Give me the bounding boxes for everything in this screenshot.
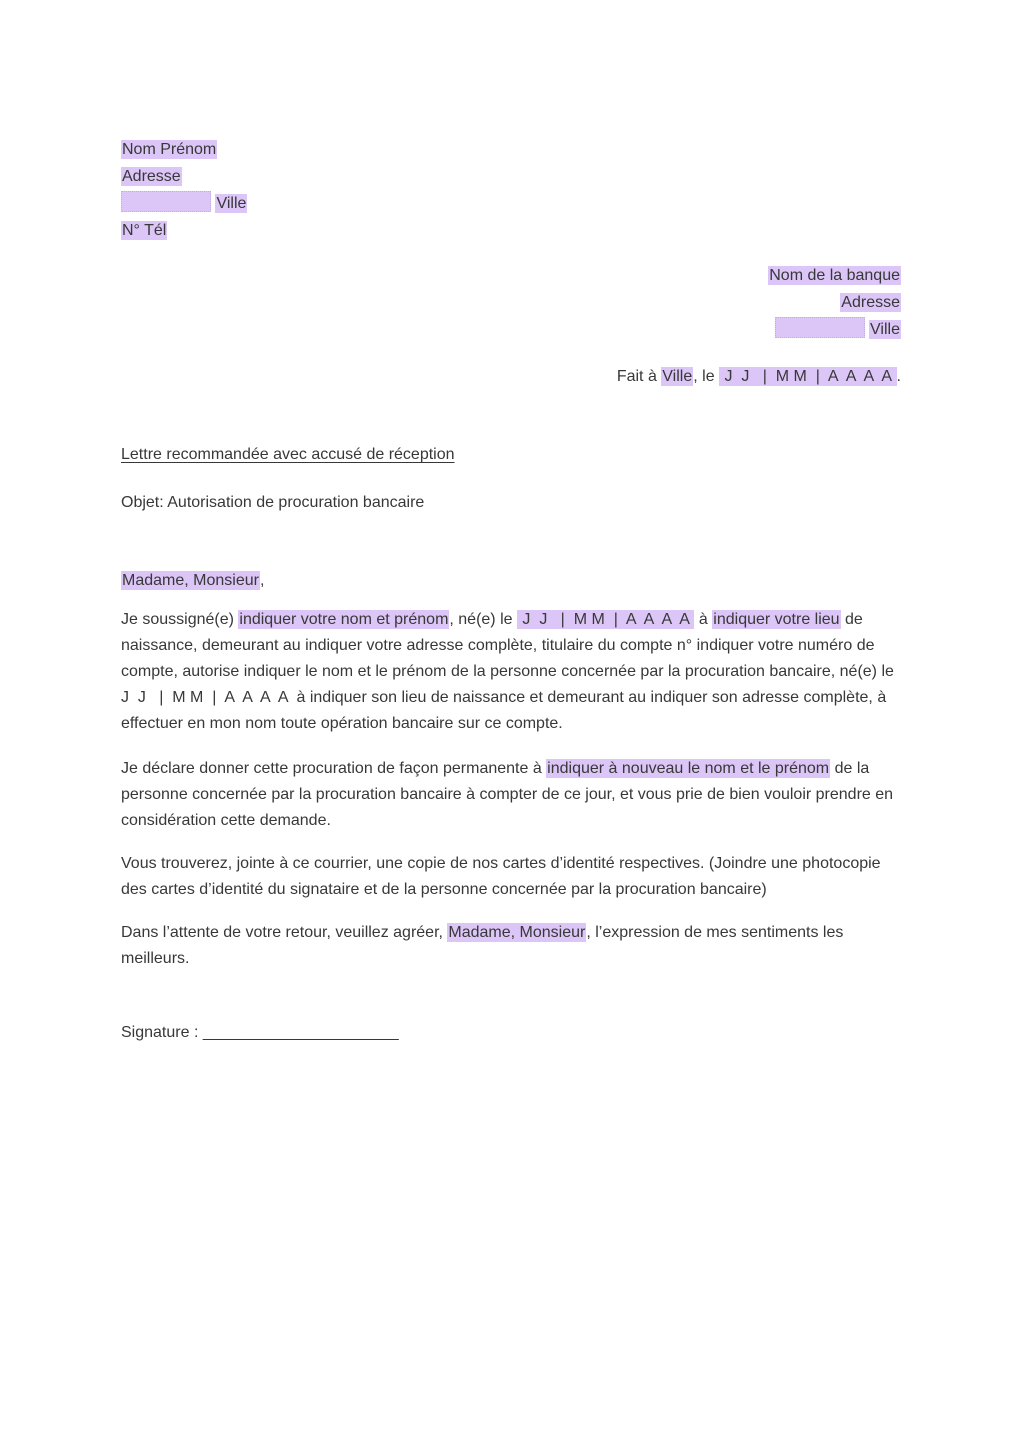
placeholder-highlight: Nom Prénom — [122, 141, 217, 158]
text-segment: Dans l’attente de votre retour, veuillez agréer, — [121, 924, 448, 941]
text-segment: Vous trouverez, jointe à ce courrier, une copie de nos cartes d’identité respectives. (Joindre une photocopie des cartes d’identité du signataire et de la personne concernée par la procuration bancaire) — [121, 855, 886, 898]
placeholder-highlight: Madame, Monsieur — [448, 924, 586, 941]
sender-address-line — [121, 163, 901, 190]
placeholder-highlight: Ville — [216, 195, 247, 212]
blank-field-highlight — [775, 317, 865, 338]
placeholder-highlight: J J | M M | A A A A — [517, 611, 694, 628]
placeholder-highlight: indiquer à nouveau le nom et le prénom — [547, 760, 830, 777]
placeholder-highlight: N° Tél — [122, 222, 167, 239]
placeholder-highlight: Adresse — [122, 168, 181, 185]
text-segment: . — [896, 368, 901, 385]
placeholder-highlight: Ville — [662, 368, 693, 385]
paragraph-declaration — [121, 756, 901, 834]
placeholder-highlight: Nom de la banque — [769, 267, 900, 284]
text-segment: Fait à — [616, 368, 662, 385]
placeholder-highlight: indiquer votre lieu — [713, 611, 840, 628]
salutation-line — [121, 568, 901, 594]
placeholder-highlight: Madame, Monsieur — [122, 572, 259, 589]
text-segment: à — [694, 611, 713, 628]
recipient-address-line — [121, 289, 901, 316]
text-segment: , l’expression de mes sentiments les meilleurs. — [121, 924, 848, 967]
registered-mail-heading: Lettre recommandée avec accusé de réception — [121, 446, 455, 463]
blank-field-highlight — [121, 191, 211, 212]
text-segment: de la personne concernée par la procuration bancaire à compter de ce jour, et vous prie de bien vouloir prendre en considération cette demande. — [121, 760, 898, 829]
sender-postal-city-line — [121, 190, 901, 217]
placeholder-highlight: indiquer votre nom et prénom — [239, 611, 449, 628]
paragraph-attachments — [121, 851, 901, 903]
signature-line: Signature : ______________________ — [121, 1024, 399, 1041]
text-segment: de naissance, demeurant au indiquer votre adresse complète, titulaire du compte n° indiquer votre numéro de compte, autorise indiquer le nom et le prénom de la personne concernée par la procuration bancaire, né(e) le J J | M M | A A A A à indiquer son lieu de naissance et demeurant au indiquer son adresse complète, à effectuer en mon nom toute opération bancaire sur ce compte. — [121, 611, 903, 732]
text-segment: , né(e) le — [449, 611, 517, 628]
text-segment: , le — [693, 368, 720, 385]
text-segment: Je déclare donner cette procuration de façon permanente à — [121, 760, 547, 777]
subject-line: Objet: Autorisation de procuration bancaire — [121, 494, 425, 511]
sender-phone-line — [121, 217, 901, 244]
placeholder-highlight: Ville — [870, 321, 900, 338]
text-segment: Je soussigné(e) — [121, 611, 239, 628]
recipient-block — [121, 262, 901, 343]
paragraph-closing — [121, 920, 901, 972]
paragraph-authorization — [121, 607, 901, 737]
date-place-line — [121, 363, 901, 390]
sender-block — [121, 136, 901, 244]
recipient-bank-line — [121, 262, 901, 289]
placeholder-highlight: Adresse — [841, 294, 900, 311]
placeholder-highlight: J J | M M | A A A A — [720, 368, 896, 385]
text-segment: , — [259, 572, 265, 589]
recipient-postal-city-line — [121, 316, 901, 343]
sender-name-line — [121, 136, 901, 163]
